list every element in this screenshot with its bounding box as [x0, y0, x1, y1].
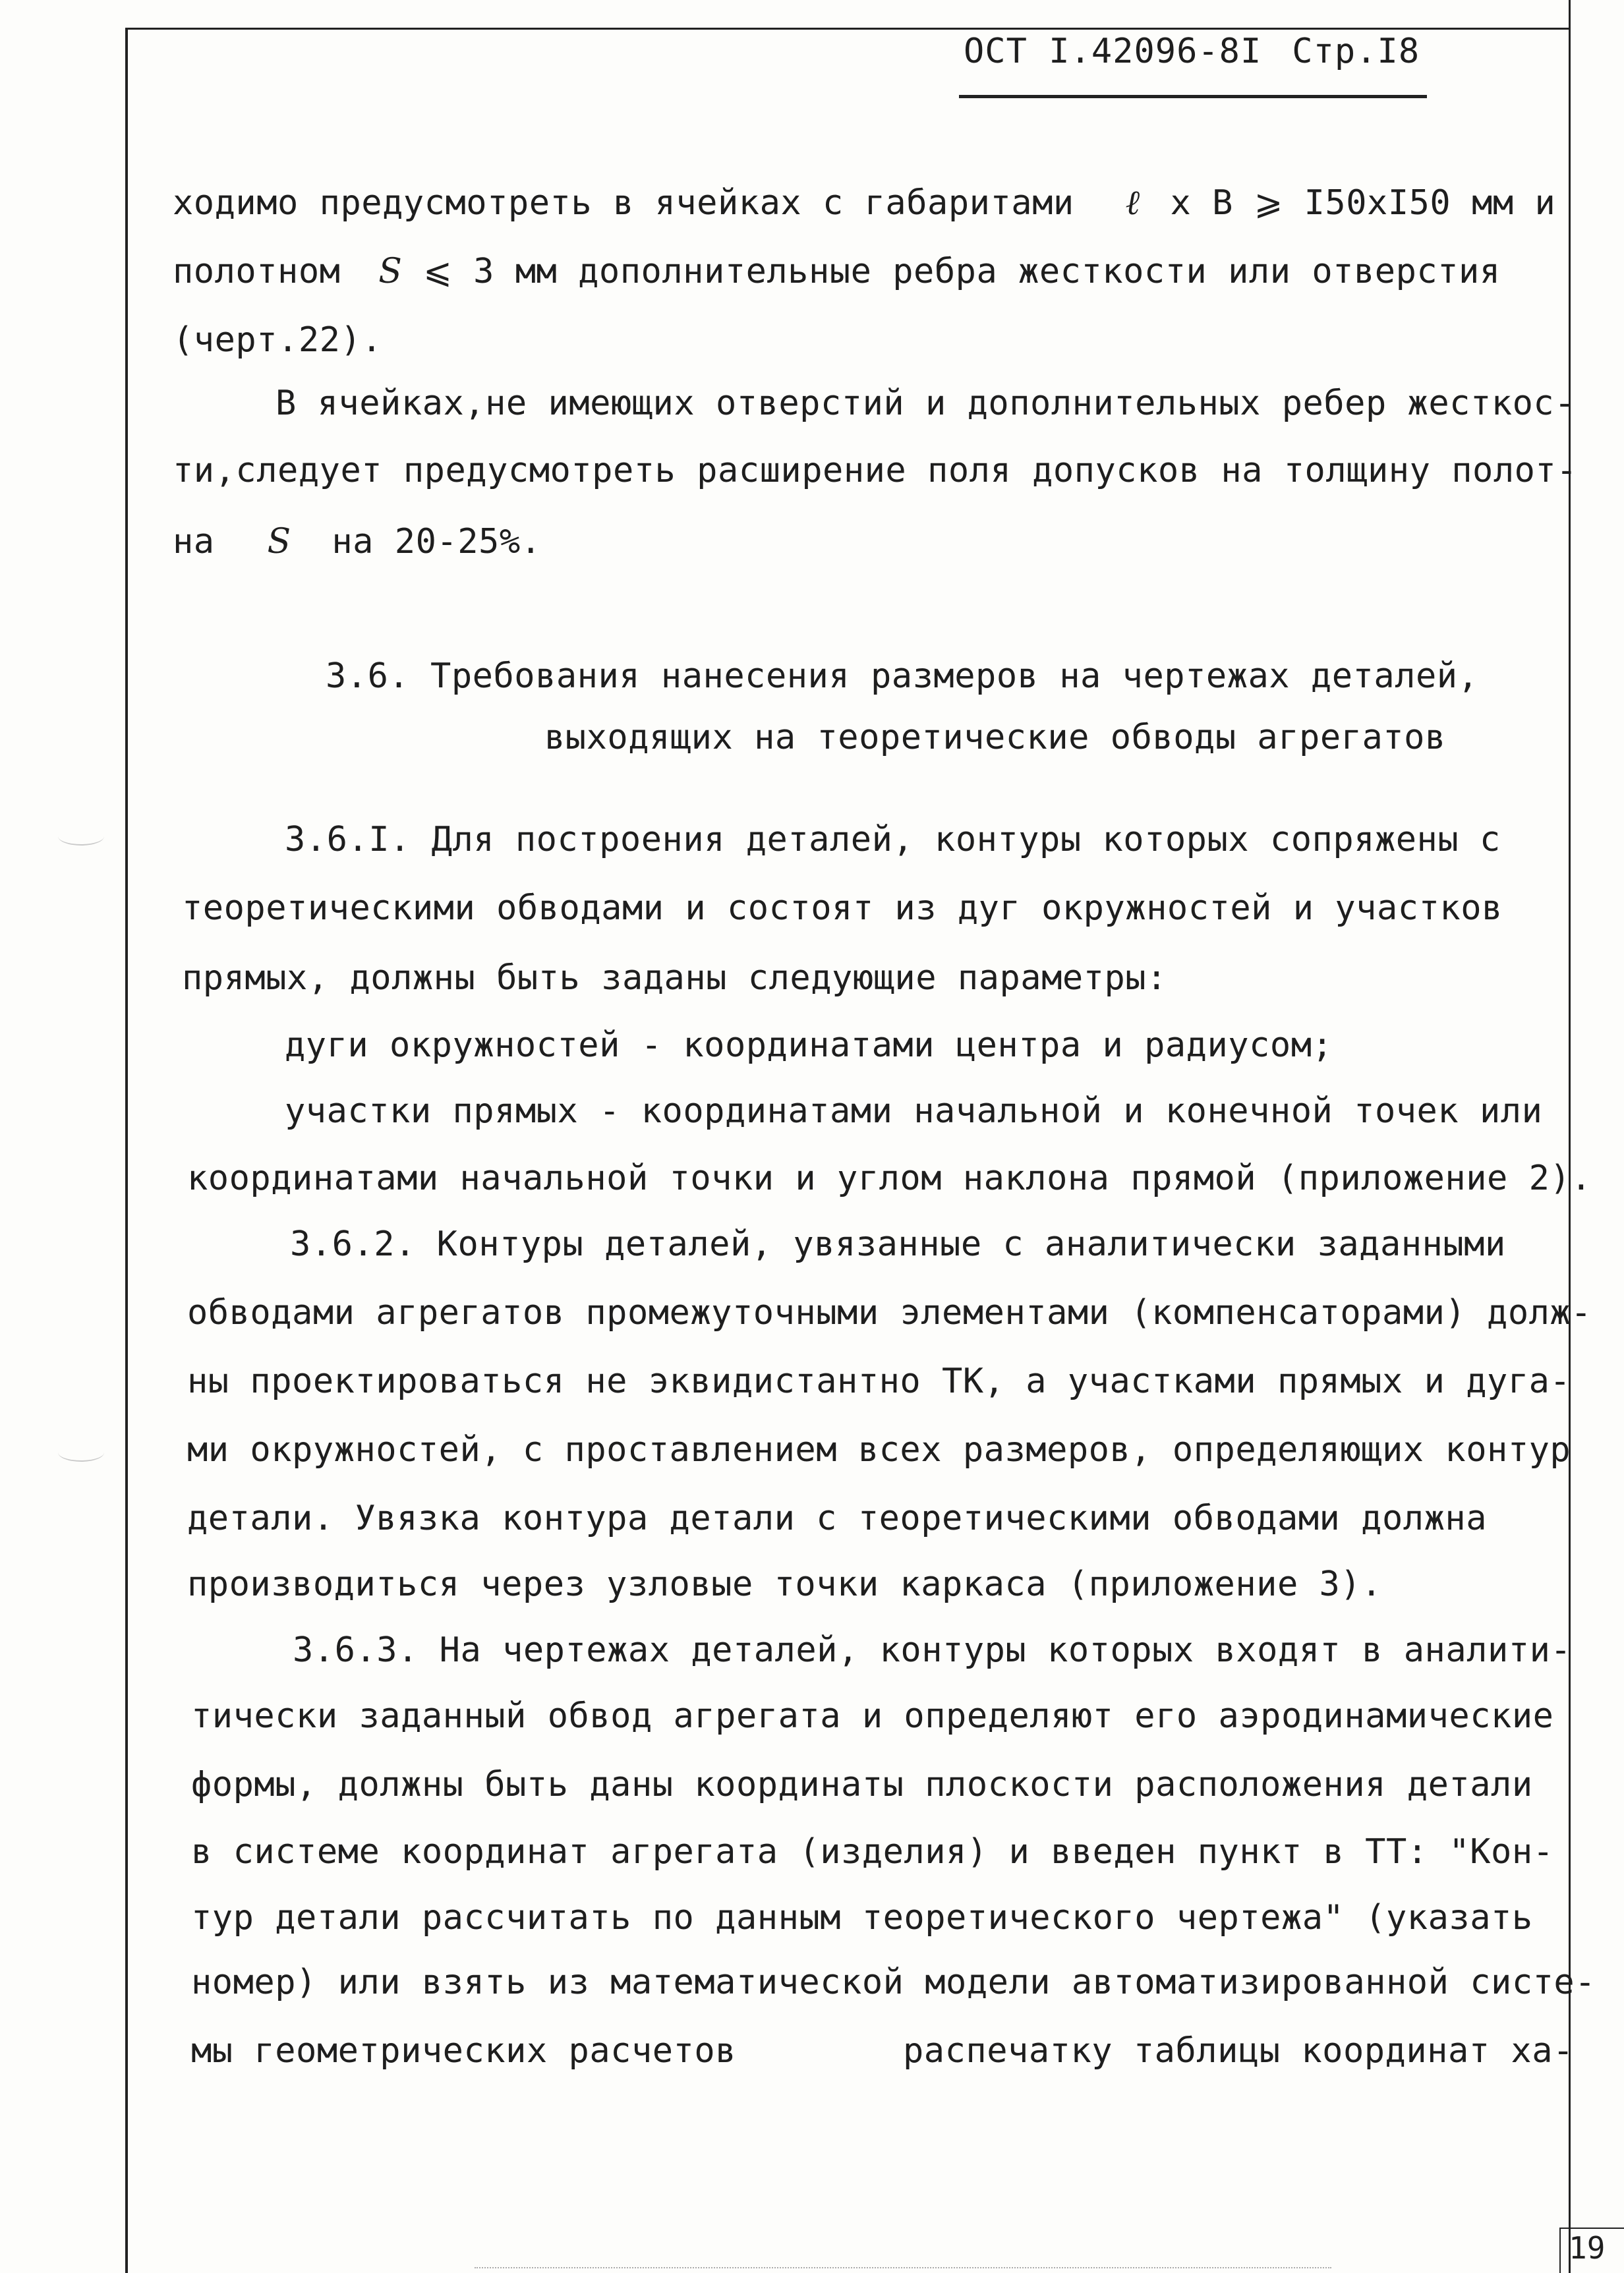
text-line: тур детали рассчитать по данным теоретического чертежа" (указать [191, 1898, 1533, 1938]
frame-left-border [125, 28, 128, 2273]
length-symbol: ℓ [1125, 183, 1140, 223]
text-line: ти,следует предусмотреть расширение поля допусков на толщину полот- [173, 451, 1578, 490]
binding-hole-mark [58, 1443, 104, 1462]
bottom-edge-mark [475, 2267, 1331, 2268]
text-line: обводами агрегатов промежуточными элементами (компенсаторами) долж- [187, 1293, 1592, 1333]
text-line: номер) или взять из математической модели автоматизированной систе- [191, 1963, 1596, 2002]
text-line: полотном S ⩽ 3 мм дополнительные ребра жесткости или отверстия [173, 252, 1501, 291]
section-title: 3.6. Требования нанесения размеров на чертежах деталей, [326, 656, 1479, 696]
thickness-symbol: S [267, 522, 291, 561]
text-line: производиться через узловые точки каркаса (приложение 3). [187, 1565, 1382, 1604]
text-line: дуги окружностей - координатами центра и радиусом; [285, 1025, 1333, 1065]
thickness-symbol: S [378, 252, 403, 291]
frame-right-border [1569, 0, 1571, 2273]
text-line: 3.6.3. На чертежах деталей, контуры которых входят в аналити- [293, 1630, 1572, 1670]
text-line: (черт.22). [173, 320, 383, 360]
text-line: распечатку таблицы координат ха- [903, 2031, 1574, 2071]
page-label: Стр.I8 [1292, 32, 1420, 71]
header-underline [959, 95, 1427, 98]
document-code: ОСТ I.42096-8I [964, 32, 1262, 71]
text-line: в системе координат агрегата (изделия) и введен пункт в ТТ: "Кон- [191, 1832, 1554, 1872]
text-line: В ячейках,не имеющих отверстий и дополнительных ребер жесткос- [276, 384, 1576, 423]
text-line: детали. Увязка контура детали с теоретическими обводами должна [187, 1499, 1488, 1538]
section-title: выходящих на теоретические обводы агрегатов [544, 718, 1446, 757]
page-header [964, 32, 1420, 71]
frame-top-border [125, 28, 1569, 30]
text-line: координатами начальной точки и углом наклона прямой (приложение 2). [187, 1159, 1592, 1198]
text-line: мы геометрических расчетов [191, 2031, 736, 2071]
text-line: ми окружностей, с проставлением всех размеров, определяющих контур [187, 1430, 1571, 1470]
page-number: 19 [1569, 2230, 1606, 2266]
text-line: теоретическими обводами и состоят из дуг окружностей и участков [182, 888, 1503, 928]
text-line: ходимо предусмотреть в ячейках с габаритами ℓ x В ⩾ I50xI50 мм и [173, 183, 1556, 223]
text-line: тически заданный обвод агрегата и определяют его аэродинамические [191, 1696, 1554, 1736]
text-line: на S на 20-25%. [173, 522, 542, 561]
text-line: формы, должны быть даны координаты плоскости расположения детали [191, 1765, 1533, 1804]
text-line: 3.6.I. Для построения деталей, контуры которых сопряжены с [285, 820, 1501, 859]
text-line: участки прямых - координатами начальной и конечной точек или [285, 1091, 1543, 1131]
text-line: прямых, должны быть заданы следующие параметры: [182, 958, 1167, 998]
text-line: ны проектироваться не эквидистантно ТК, а участками прямых и дуга- [187, 1362, 1571, 1401]
binding-hole-mark [58, 827, 104, 846]
text-line: 3.6.2. Контуры деталей, увязанные с аналитически заданными [290, 1224, 1506, 1264]
